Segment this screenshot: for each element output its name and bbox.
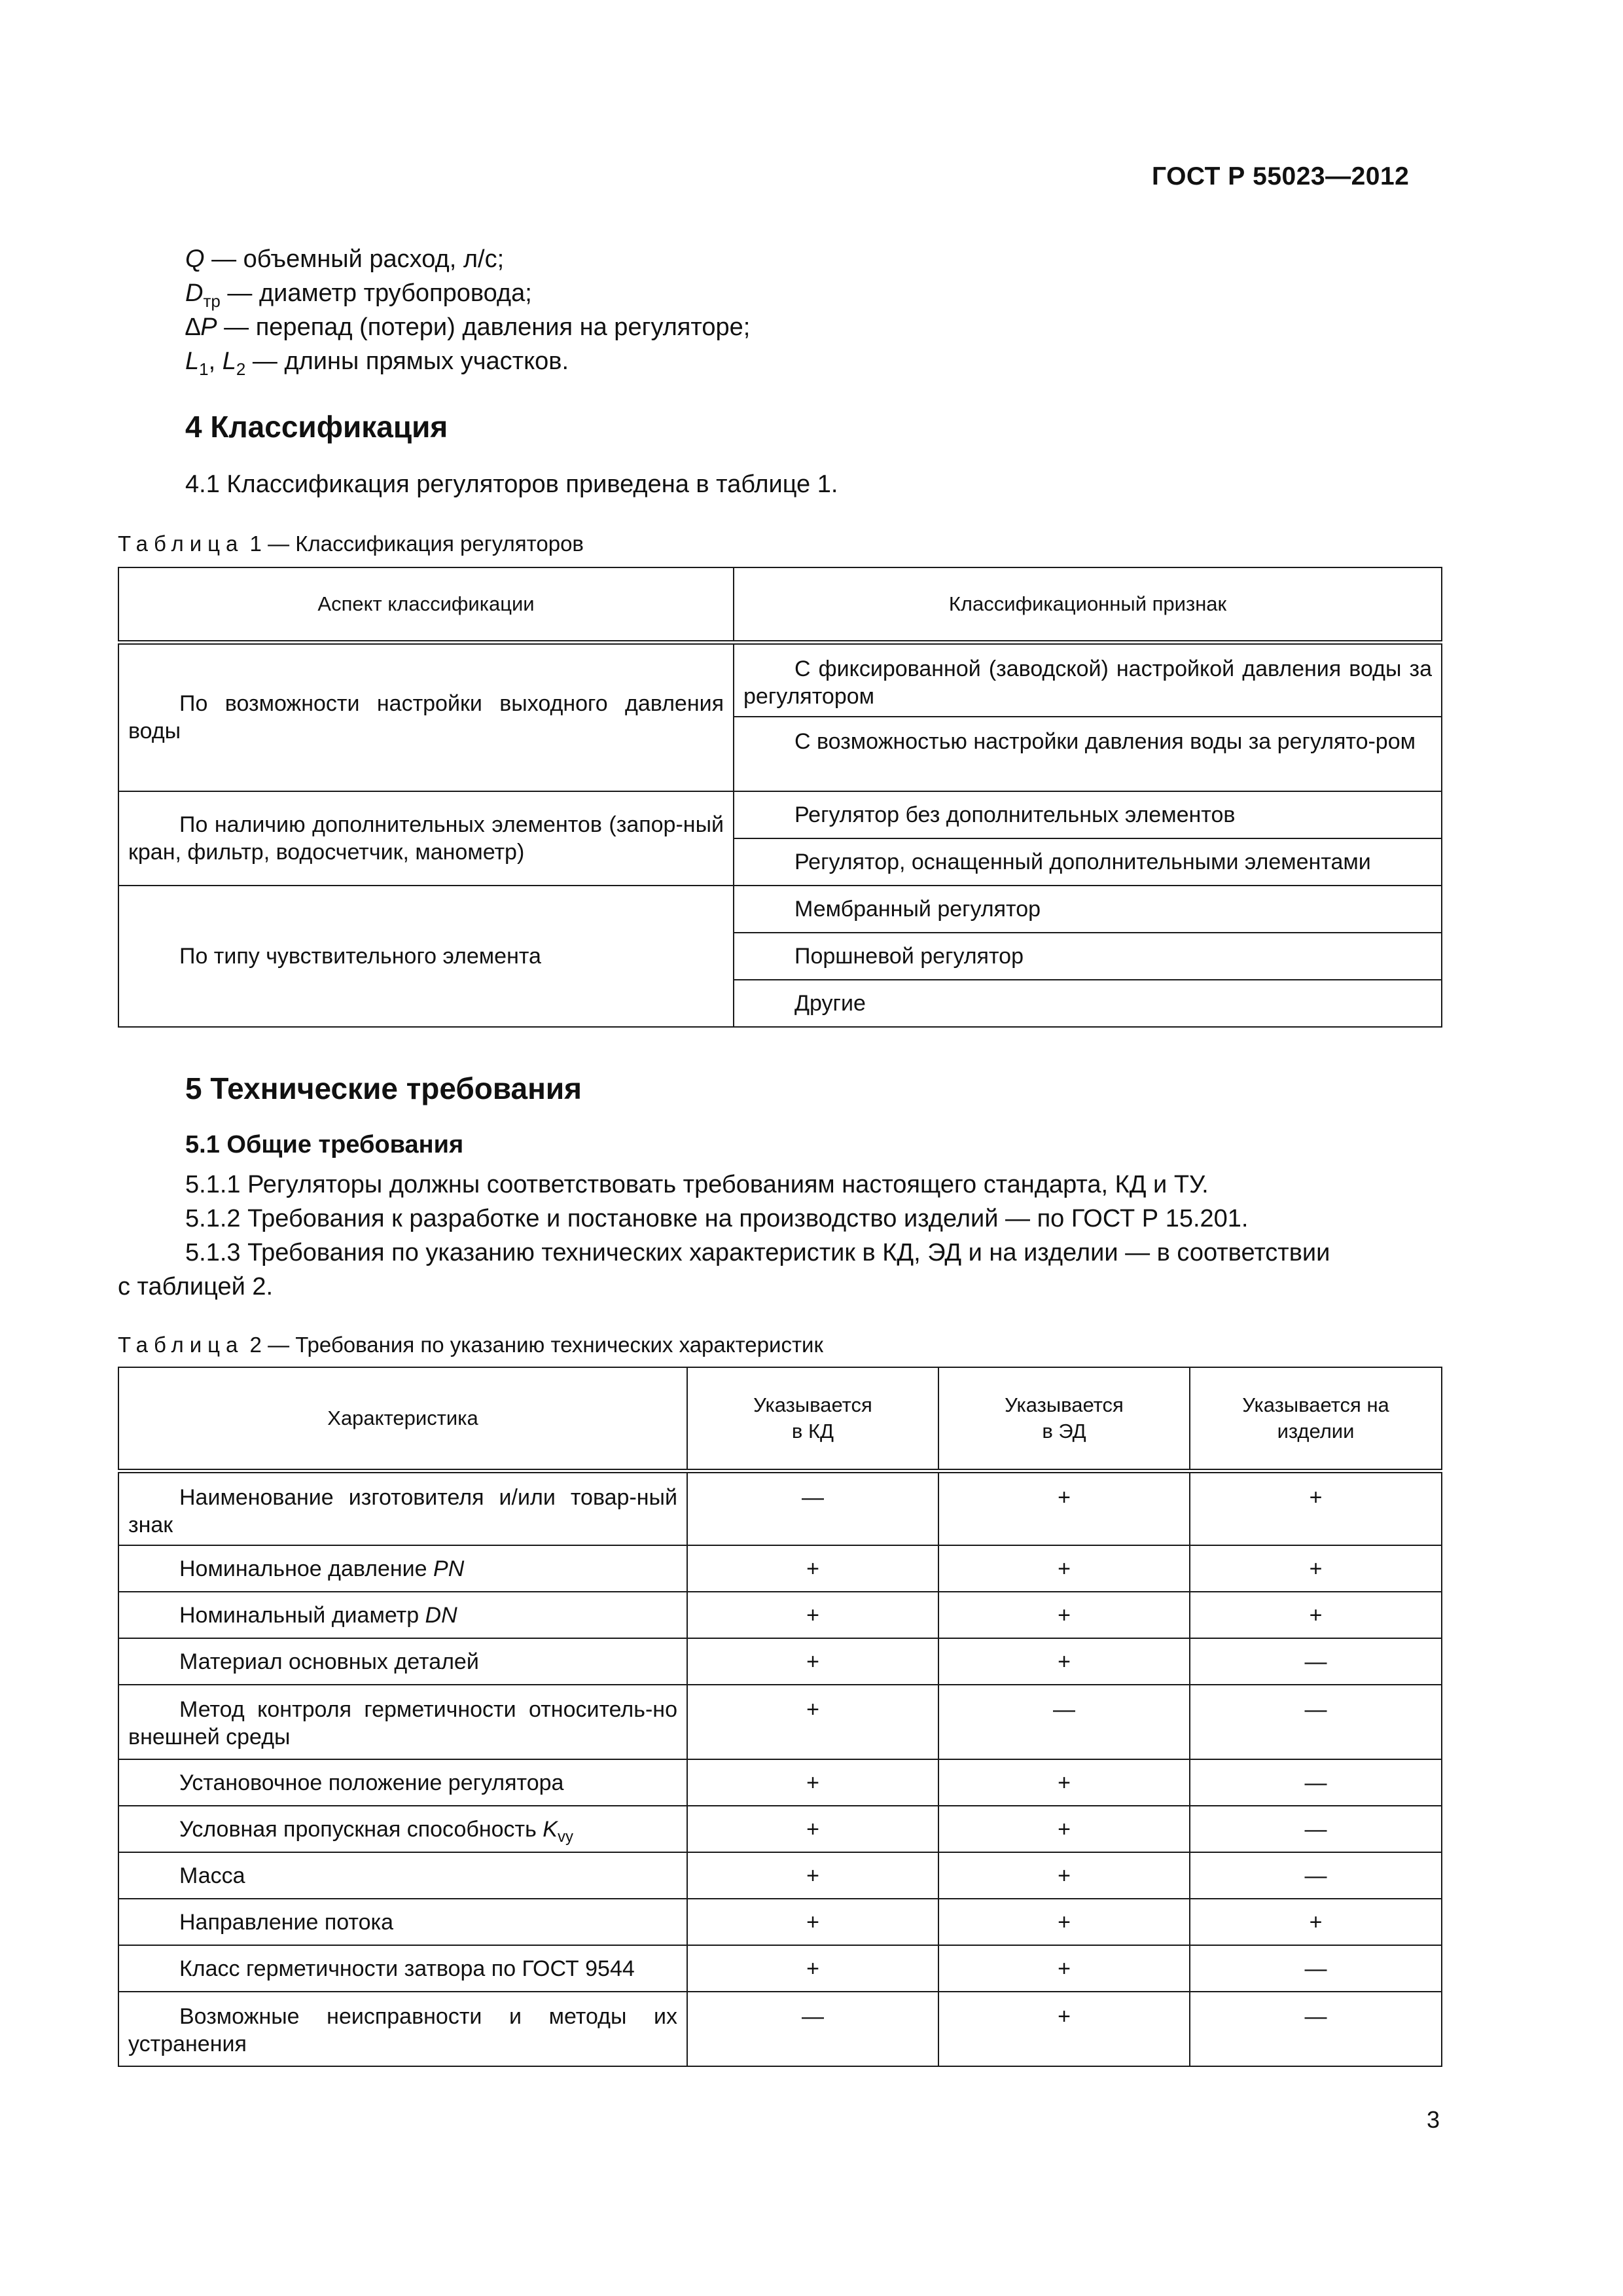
table-row [118, 642, 1442, 717]
table-header-cell: Указывается в ЭД [938, 1367, 1190, 1471]
indication-item: — [1190, 1945, 1442, 1992]
indication-ed: + [938, 1638, 1190, 1685]
characteristic-text: Установочное положение регулятора [179, 1770, 564, 1795]
indication-ed: + [938, 1545, 1190, 1592]
characteristic-text: Возможные неисправности и методы их устранения [128, 2004, 677, 2056]
classification-feature: С возможностью настройки давления воды за регулято-ром [734, 717, 1442, 791]
characteristic-symbol-subscript: vy [557, 1827, 573, 1846]
characteristic-text: Номинальное давление [179, 1556, 434, 1581]
classification-feature: Регулятор без дополнительных элементов [734, 791, 1442, 838]
table-caption [118, 1333, 823, 1357]
paragraph: 5.1.2 Требования к разработке и постановке на производство изделий — по ГОСТ Р 15.201. [185, 1205, 1249, 1232]
indication-item: + [1190, 1899, 1442, 1945]
indication-kd: + [687, 1852, 938, 1899]
table-caption [118, 531, 584, 556]
characteristic-name [118, 1899, 687, 1945]
paragraph: 5.1.1 Регуляторы должны соответствовать требованиям настоящего стандарта, КД и ТУ. [185, 1171, 1209, 1198]
indication-kd: — [687, 1471, 938, 1545]
indication-item: — [1190, 1806, 1442, 1852]
table-caption-word: Таблица [118, 531, 244, 556]
table-row [118, 1945, 1442, 1992]
table-row [118, 791, 1442, 838]
indication-ed: + [938, 1471, 1190, 1545]
indication-ed: + [938, 1899, 1190, 1945]
indication-item: — [1190, 1759, 1442, 1806]
symbol: L [185, 348, 200, 375]
indication-kd: + [687, 1685, 938, 1759]
table-row [118, 1759, 1442, 1806]
characteristic-name [118, 1806, 687, 1852]
characteristic-text: Материал основных деталей [179, 1649, 479, 1674]
paragraph: с таблицей 2. [118, 1273, 274, 1300]
indication-item: + [1190, 1592, 1442, 1638]
indication-ed: + [938, 1759, 1190, 1806]
subsection-title: 5.1 Общие требования [185, 1131, 464, 1158]
characteristic-name [118, 1852, 687, 1899]
table-row [118, 1638, 1442, 1685]
section-title: 5 Технические требования [185, 1071, 582, 1105]
indication-item: + [1190, 1471, 1442, 1545]
table-header-cell: Указывается в КД [687, 1367, 938, 1471]
classification-feature: Поршневой регулятор [734, 933, 1442, 980]
symbol-definition [185, 276, 532, 310]
characteristic-symbol: DN [425, 1603, 457, 1628]
symbol-subscript: тр [203, 291, 221, 311]
indication-ed: + [938, 1806, 1190, 1852]
characteristic-text: Номинальный диаметр [179, 1603, 425, 1628]
table-caption-text: 1 — Классификация регуляторов [243, 531, 584, 556]
symbol-description: — длины прямых участков. [245, 348, 569, 375]
paragraph: 4.1 Классификация регуляторов приведена в таблице 1. [185, 471, 838, 498]
table-row [118, 886, 1442, 933]
table-row [118, 1852, 1442, 1899]
page-number: 3 [1427, 2106, 1440, 2133]
characteristic-text: Масса [179, 1863, 245, 1888]
characteristics-table [118, 1367, 1442, 2067]
symbol: ∆P [185, 314, 217, 341]
table-header-cell: Характеристика [118, 1367, 687, 1471]
section-title: 4 Классификация [185, 410, 448, 444]
classification-feature: Мембранный регулятор [734, 886, 1442, 933]
characteristic-text: Класс герметичности затвора по ГОСТ 9544 [179, 1956, 635, 1981]
classification-feature: Регулятор, оснащенный дополнительными элементами [734, 838, 1442, 886]
characteristic-symbol: K [543, 1817, 558, 1842]
classification-feature: С фиксированной (заводской) настройкой давления воды за регулятором [734, 642, 1442, 717]
classification-aspect: По возможности настройки выходного давления воды [118, 642, 734, 791]
characteristic-name [118, 1592, 687, 1638]
table-header-cell: Аспект классификации [118, 567, 734, 642]
characteristic-symbol: PN [433, 1556, 465, 1581]
indication-ed: — [938, 1685, 1190, 1759]
characteristic-text: Наименование изготовителя и/или товар-ный знак [128, 1484, 677, 1537]
table-row [118, 1899, 1442, 1945]
characteristic-name [118, 1471, 687, 1545]
indication-item: — [1190, 1992, 1442, 2066]
symbol-subscript: 2 [236, 359, 246, 379]
indication-item: — [1190, 1638, 1442, 1685]
characteristic-name [118, 1759, 687, 1806]
symbol-definition [185, 310, 750, 344]
characteristic-text: Метод контроля герметичности относитель-но внешней среды [128, 1697, 677, 1749]
characteristic-name [118, 1945, 687, 1992]
symbol-description: — объемный расход, л/с; [204, 245, 505, 273]
indication-item: — [1190, 1685, 1442, 1759]
classification-aspect: По типу чувствительного элемента [118, 886, 734, 1027]
classification-feature: Другие [734, 980, 1442, 1027]
symbol-description: — перепад (потери) давления на регуляторе; [217, 314, 751, 341]
table-caption-word: Таблица [118, 1333, 244, 1357]
characteristic-name [118, 1685, 687, 1759]
indication-kd: + [687, 1899, 938, 1945]
indication-kd: + [687, 1592, 938, 1638]
indication-kd: + [687, 1759, 938, 1806]
document-header: ГОСТ Р 55023—2012 [1152, 162, 1410, 190]
table-row [118, 1545, 1442, 1592]
classification-table [118, 567, 1442, 1028]
table-row [118, 1592, 1442, 1638]
symbol-description: — диаметр трубопровода; [220, 279, 532, 307]
paragraph: 5.1.3 Требования по указанию технических характеристик в КД, ЭД и на изделии — в соответствии [185, 1239, 1330, 1266]
table-header-cell: Указывается на изделии [1190, 1367, 1442, 1471]
indication-item: + [1190, 1545, 1442, 1592]
characteristic-text: Направление потока [179, 1910, 394, 1935]
symbol: Q [185, 245, 205, 273]
indication-ed: + [938, 1992, 1190, 2066]
indication-kd: + [687, 1545, 938, 1592]
indication-ed: + [938, 1852, 1190, 1899]
indication-kd: — [687, 1992, 938, 2066]
characteristic-name [118, 1638, 687, 1685]
table-row [118, 1471, 1442, 1545]
symbol-definition [185, 242, 504, 276]
table-header-cell: Классификационный признак [734, 567, 1442, 642]
table-row [118, 1806, 1442, 1852]
indication-kd: + [687, 1945, 938, 1992]
symbol: D [185, 279, 204, 307]
table-row [118, 1992, 1442, 2066]
symbol-definition: $L_1$, $L_2$ — длины прямых участков. [185, 348, 569, 379]
characteristic-text: Условная пропускная способность [179, 1817, 543, 1842]
symbol-subscript: 1 [199, 359, 209, 379]
classification-aspect: По наличию дополнительных элементов (запор-ный кран, фильтр, водосчетчик, манометр) [118, 791, 734, 886]
indication-ed: + [938, 1592, 1190, 1638]
indication-ed: + [938, 1945, 1190, 1992]
table-caption-text: 2 — Требования по указанию технических характеристик [243, 1333, 823, 1357]
characteristic-name [118, 1992, 687, 2066]
characteristic-name [118, 1545, 687, 1592]
indication-item: — [1190, 1852, 1442, 1899]
symbol: L [222, 348, 236, 375]
table-row [118, 1685, 1442, 1759]
indication-kd: + [687, 1638, 938, 1685]
indication-kd: + [687, 1806, 938, 1852]
